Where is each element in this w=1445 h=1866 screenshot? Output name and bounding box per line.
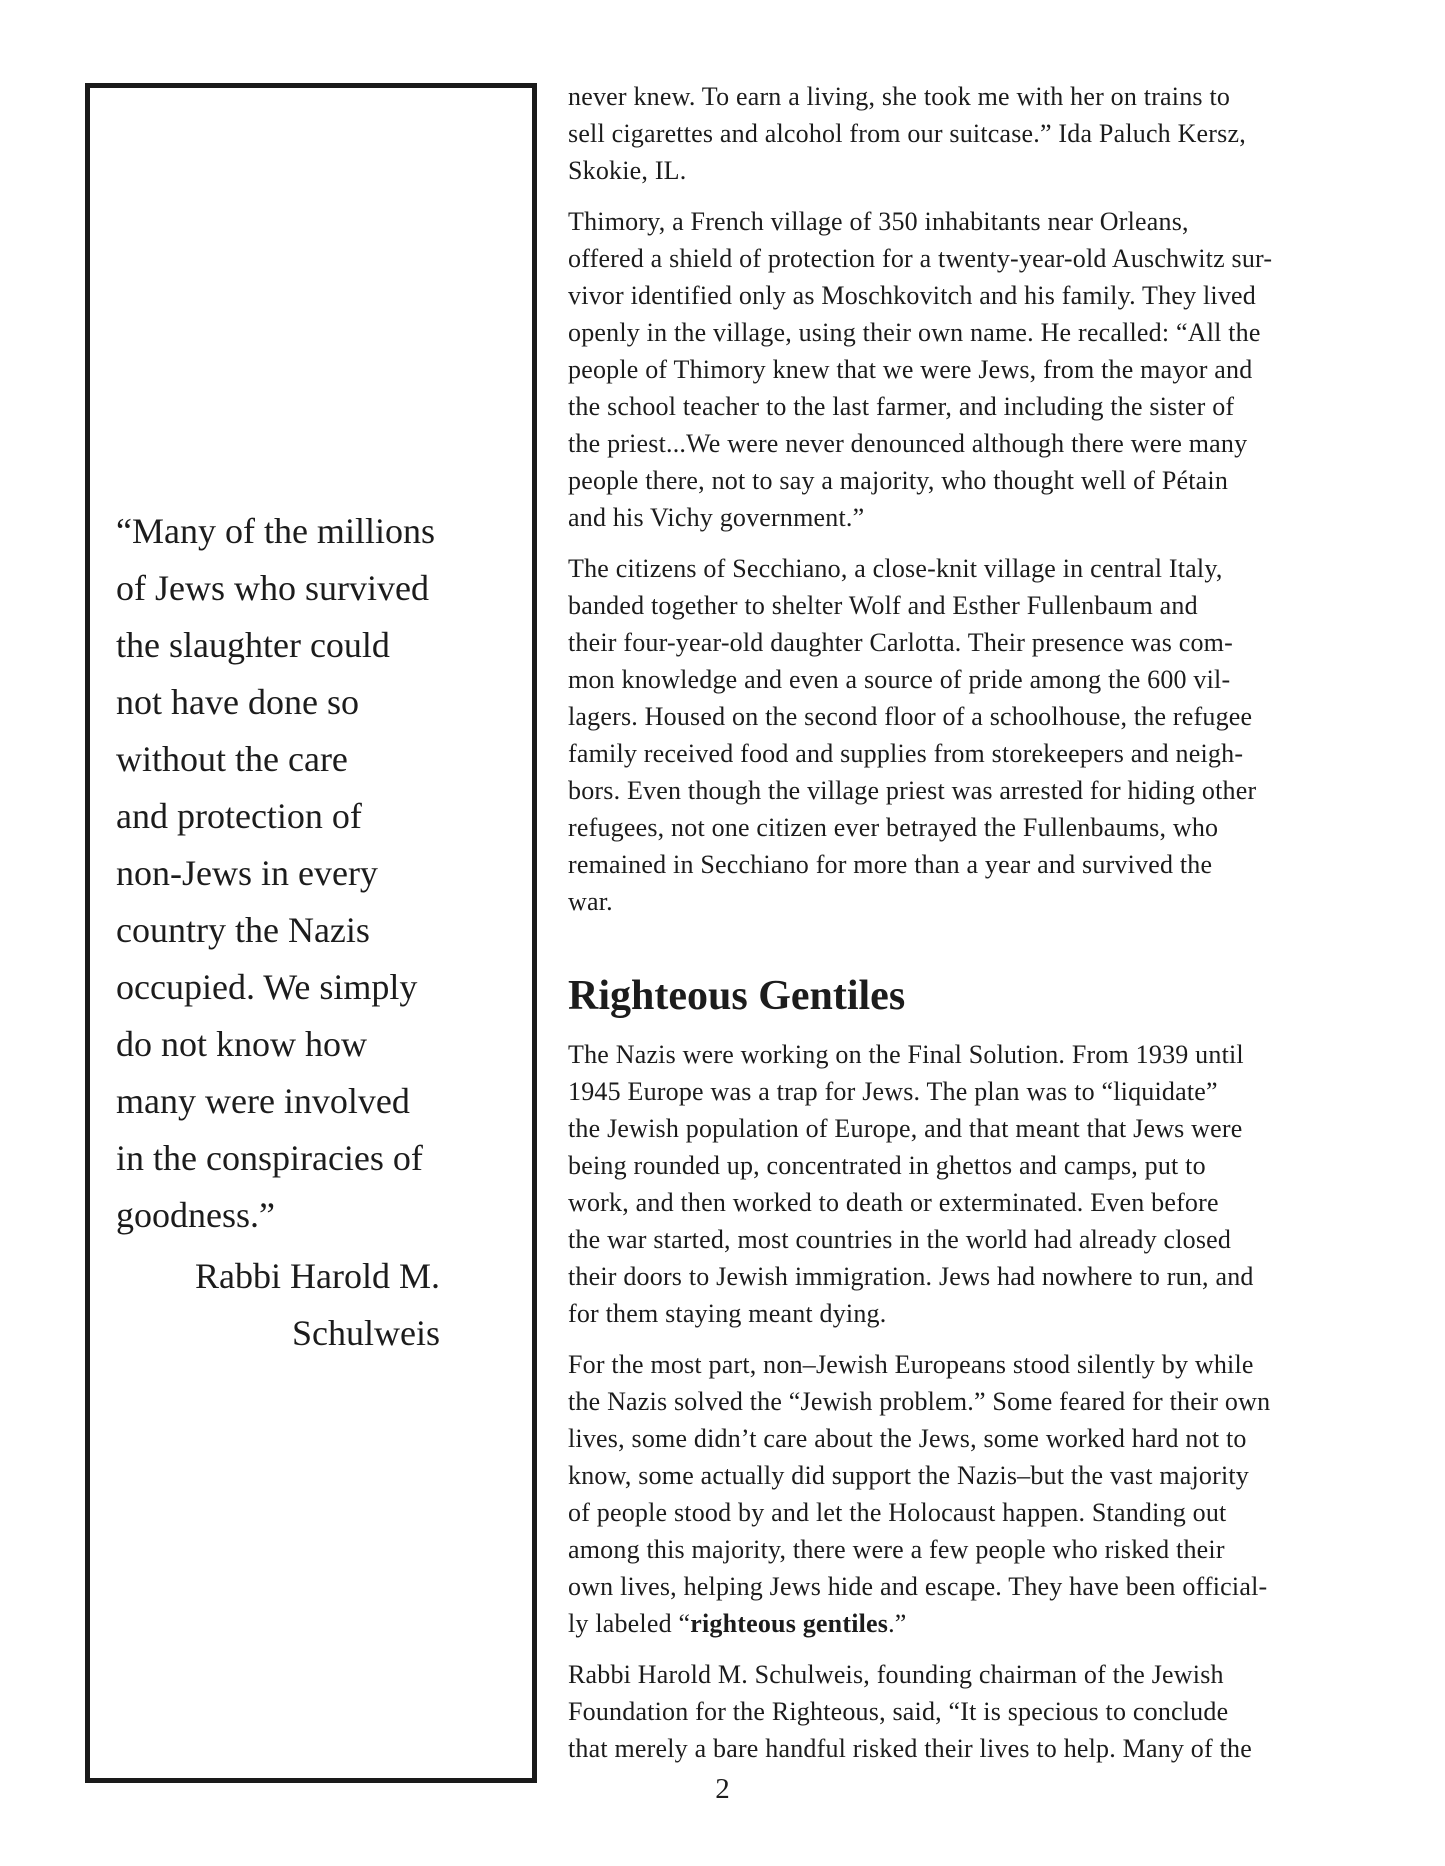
body-paragraph-6: Rabbi Harold M. Schulweis, founding chairman of the Jewish Foundation for the Righteous, said, “It is specious to conclude that merely a bare handful risked their lives to help. Many of the [568, 1660, 1252, 1763]
body-paragraph-5-text: For the most part, non–Jewish Europeans stood silently by while the Nazis solved the “Jewish problem.” Some feared for their own lives, some didn’t care about the Jews, some worked hard not to know, some actually did support the Nazis–but the vast majority of people stood by and let the Holocaust happen. Standing out among this majority, there were a few people who risked their own lives, helping Jews hide and escape. They have been official- ly labeled “ [568, 1350, 1271, 1638]
body-paragraph-5-end: .” [888, 1609, 907, 1638]
section-heading: Righteous Gentiles [568, 973, 906, 1019]
page-number: 2 [715, 1773, 730, 1805]
pull-quote-box [85, 83, 537, 1783]
righteous-gentiles-bold-term: righteous gentiles [690, 1609, 889, 1638]
body-paragraph-3: The citizens of Secchiano, a close-knit village in central Italy, banded together to shelter Wolf and Esther Fullenbaum and their four-year-old daughter Carlotta. Their presence was com- mon knowledge and even a source of pride among the 600 vil- lagers. Housed on the second floor of a schoolhouse, the refugee family received food and supplies from storekeepers and neigh- bors. Even though the village priest was arrested for hiding other refugees, not one citizen ever betrayed the Fullenbaums, who remained in Secchiano for more than a year and survived the war. [568, 554, 1257, 916]
body-paragraph-4: The Nazis were working on the Final Solution. From 1939 until 1945 Europe was a trap for Jews. The plan was to “liquidate” the Jewish population of Europe, and that meant that Jews were being rounded up, concentrated in ghettos and camps, put to work, and then worked to death or exterminated. Even before the war started, most countries in the world had already closed their doors to Jewish immigration. Jews had nowhere to run, and for them staying meant dying. [568, 1040, 1254, 1328]
body-paragraph-1: never knew. To earn a living, she took me with her on trains to sell cigarettes and alcohol from our suitcase.” Ida Paluch Kersz, Skokie, IL. [568, 82, 1246, 185]
pull-quote-text: “Many of the millions of Jews who survived the slaughter could not have done so without the care and protection of non-Jews in every country the Nazis occupied. We simply do not know how many were involved in the conspiracies of goodness.” [116, 511, 435, 1235]
body-paragraph-2: Thimory, a French village of 350 inhabitants near Orleans, offered a shield of protection for a twenty-year-old Auschwitz sur- vivor identified only as Moschkovitch and his family. They lived openly in the village, using their own name. He recalled: “All the people of Thimory knew that we were Jews, from the mayor and the school teacher to the last farmer, and including the sister of the priest...We were never denounced although there were many people there, not to say a majority, who thought well of Pétain and his Vichy government.” [568, 207, 1273, 532]
body-paragraph-5 [568, 1346, 1368, 1642]
pull-quote-attribution: Rabbi Harold M. Schulweis [195, 1256, 440, 1353]
main-text-column [568, 78, 1368, 1781]
